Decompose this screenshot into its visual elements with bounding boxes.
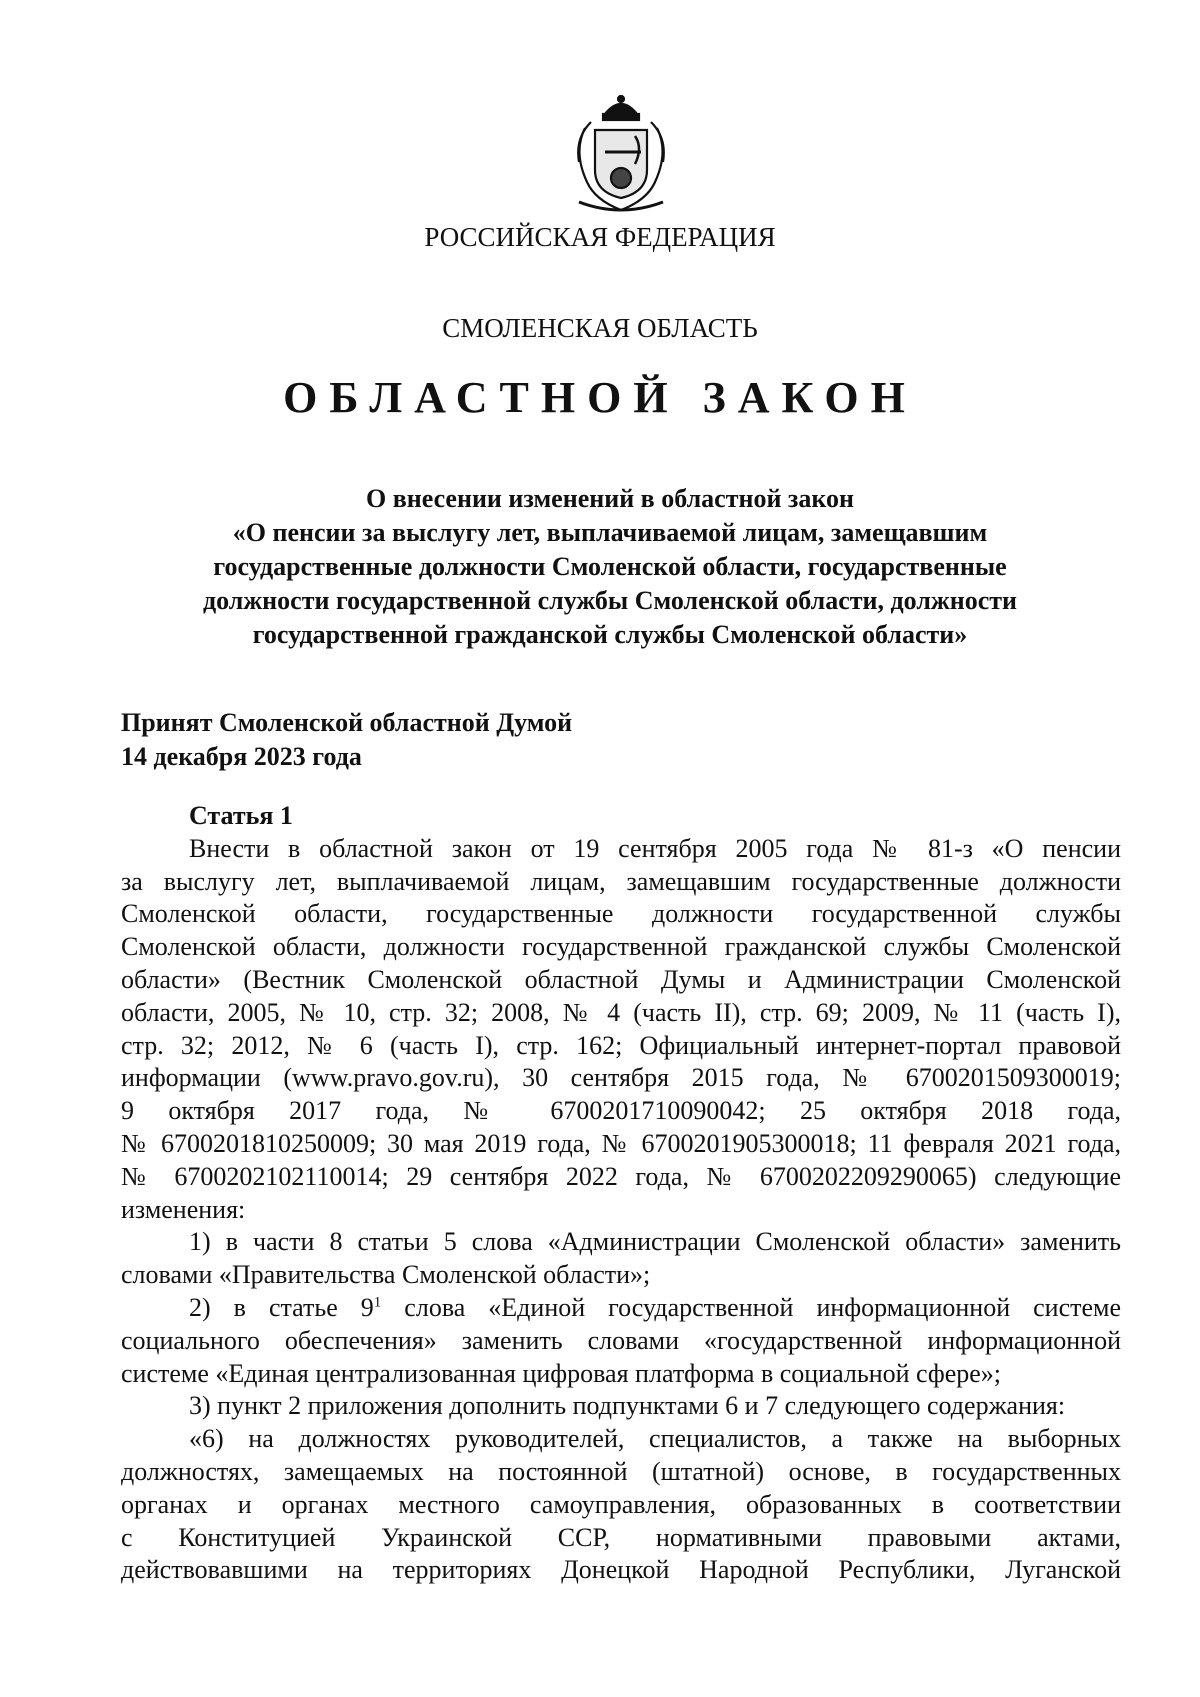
subitem-6-line: должностях, замещаемых на постоянной (штатной) основе, в государственных bbox=[121, 1456, 1121, 1486]
text-line: Внести в областной закон от 19 сентября 2005 года № 81-з «О пенсии bbox=[189, 833, 1121, 863]
text-line: № 6700202102110014; 29 сентября 2022 года, № 6700202209290065) следующие bbox=[121, 1161, 1121, 1191]
adoption-date: 14 декабря 2023 года bbox=[121, 742, 362, 771]
item-1-line: 1) в части 8 статьи 5 слова «Администрации Смоленской области» заменить bbox=[189, 1227, 1121, 1257]
adoption-info bbox=[121, 706, 572, 774]
item-1-line: словами «Правительства Смоленской области»; bbox=[121, 1260, 651, 1290]
superscript: 1 bbox=[373, 1294, 382, 1311]
item-2-suffix: слова «Единой государственной информационной системе bbox=[381, 1292, 1122, 1322]
subitem-6-line: с Конституцией Украинской ССР, нормативными правовыми актами, bbox=[121, 1522, 1121, 1552]
law-title bbox=[140, 482, 1080, 652]
text-line: за выслугу лет, выплачиваемой лицам, замещавшим государственные должности bbox=[121, 866, 1121, 896]
subitem-6-line: действовавшими на территориях Донецкой Народной Республики, Луганской bbox=[121, 1555, 1121, 1585]
region-heading: СМОЛЕНСКАЯ ОБЛАСТЬ bbox=[442, 313, 758, 343]
subitem-6-line: «6) на должностях руководителей, специалистов, а также на выборных bbox=[189, 1424, 1121, 1454]
article-body bbox=[121, 800, 1121, 1587]
text-line: стр. 32; 2012, № 6 (часть I), стр. 162; Официальный интернет-портал правовой bbox=[121, 1030, 1121, 1060]
country-heading: РОССИЙСКАЯ ФЕДЕРАЦИЯ bbox=[424, 222, 776, 252]
item-2-line: системе «Единая централизованная цифровая платформа в социальной сфере»; bbox=[121, 1358, 1002, 1388]
text-line: Смоленской области, должности государственной гражданской службы Смоленской bbox=[121, 932, 1121, 962]
coat-of-arms-icon bbox=[565, 92, 677, 220]
item-2-prefix: 2) в статье 9 bbox=[189, 1292, 374, 1322]
document-type-heading: ОБЛАСТНОЙ ЗАКОН bbox=[283, 373, 917, 422]
text-line: № 6700201810250009; 30 мая 2019 года, № 6700201905300018; 11 февраля 2021 года, bbox=[121, 1128, 1121, 1158]
text-line: 9 октября 2017 года, № 6700201710090042; 25 октября 2018 года, bbox=[121, 1096, 1121, 1126]
article-heading: Статья 1 bbox=[189, 801, 293, 830]
text-line: изменения: bbox=[121, 1194, 246, 1224]
text-line: Смоленской области, государственные должности государственной службы bbox=[121, 899, 1121, 929]
text-line: области, 2005, № 10, стр. 32; 2008, № 4 (часть II), стр. 69; 2009, № 11 (часть I), bbox=[121, 997, 1121, 1027]
title-line: О внесении изменений в областной закон bbox=[365, 484, 855, 513]
item-2-line: социального обеспечения» заменить словами «государственной информационной bbox=[121, 1325, 1121, 1355]
title-line: государственные должности Смоленской области, государственные bbox=[213, 552, 1007, 581]
adopted-by: Принят Смоленской областной Думой bbox=[121, 708, 573, 737]
text-line: информации (www.pravo.gov.ru), 30 сентября 2015 года, № 6700201509300019; bbox=[121, 1063, 1121, 1093]
subitem-6-line: органах и органах местного самоуправления, образованных в соответствии bbox=[121, 1489, 1121, 1519]
item-2-line bbox=[121, 1292, 1121, 1325]
title-line: должности государственной службы Смоленской области, должности bbox=[202, 586, 1018, 615]
title-line: государственной гражданской службы Смоленской области» bbox=[252, 620, 968, 649]
title-line: «О пенсии за выслугу лет, выплачиваемой лицам, замещавшим bbox=[232, 518, 988, 547]
item-3-line: 3) пункт 2 приложения дополнить подпунктами 6 и 7 следующего содержания: bbox=[189, 1391, 1066, 1421]
text-line: области» (Вестник Смоленской областной Думы и Администрации Смоленской bbox=[121, 964, 1121, 994]
